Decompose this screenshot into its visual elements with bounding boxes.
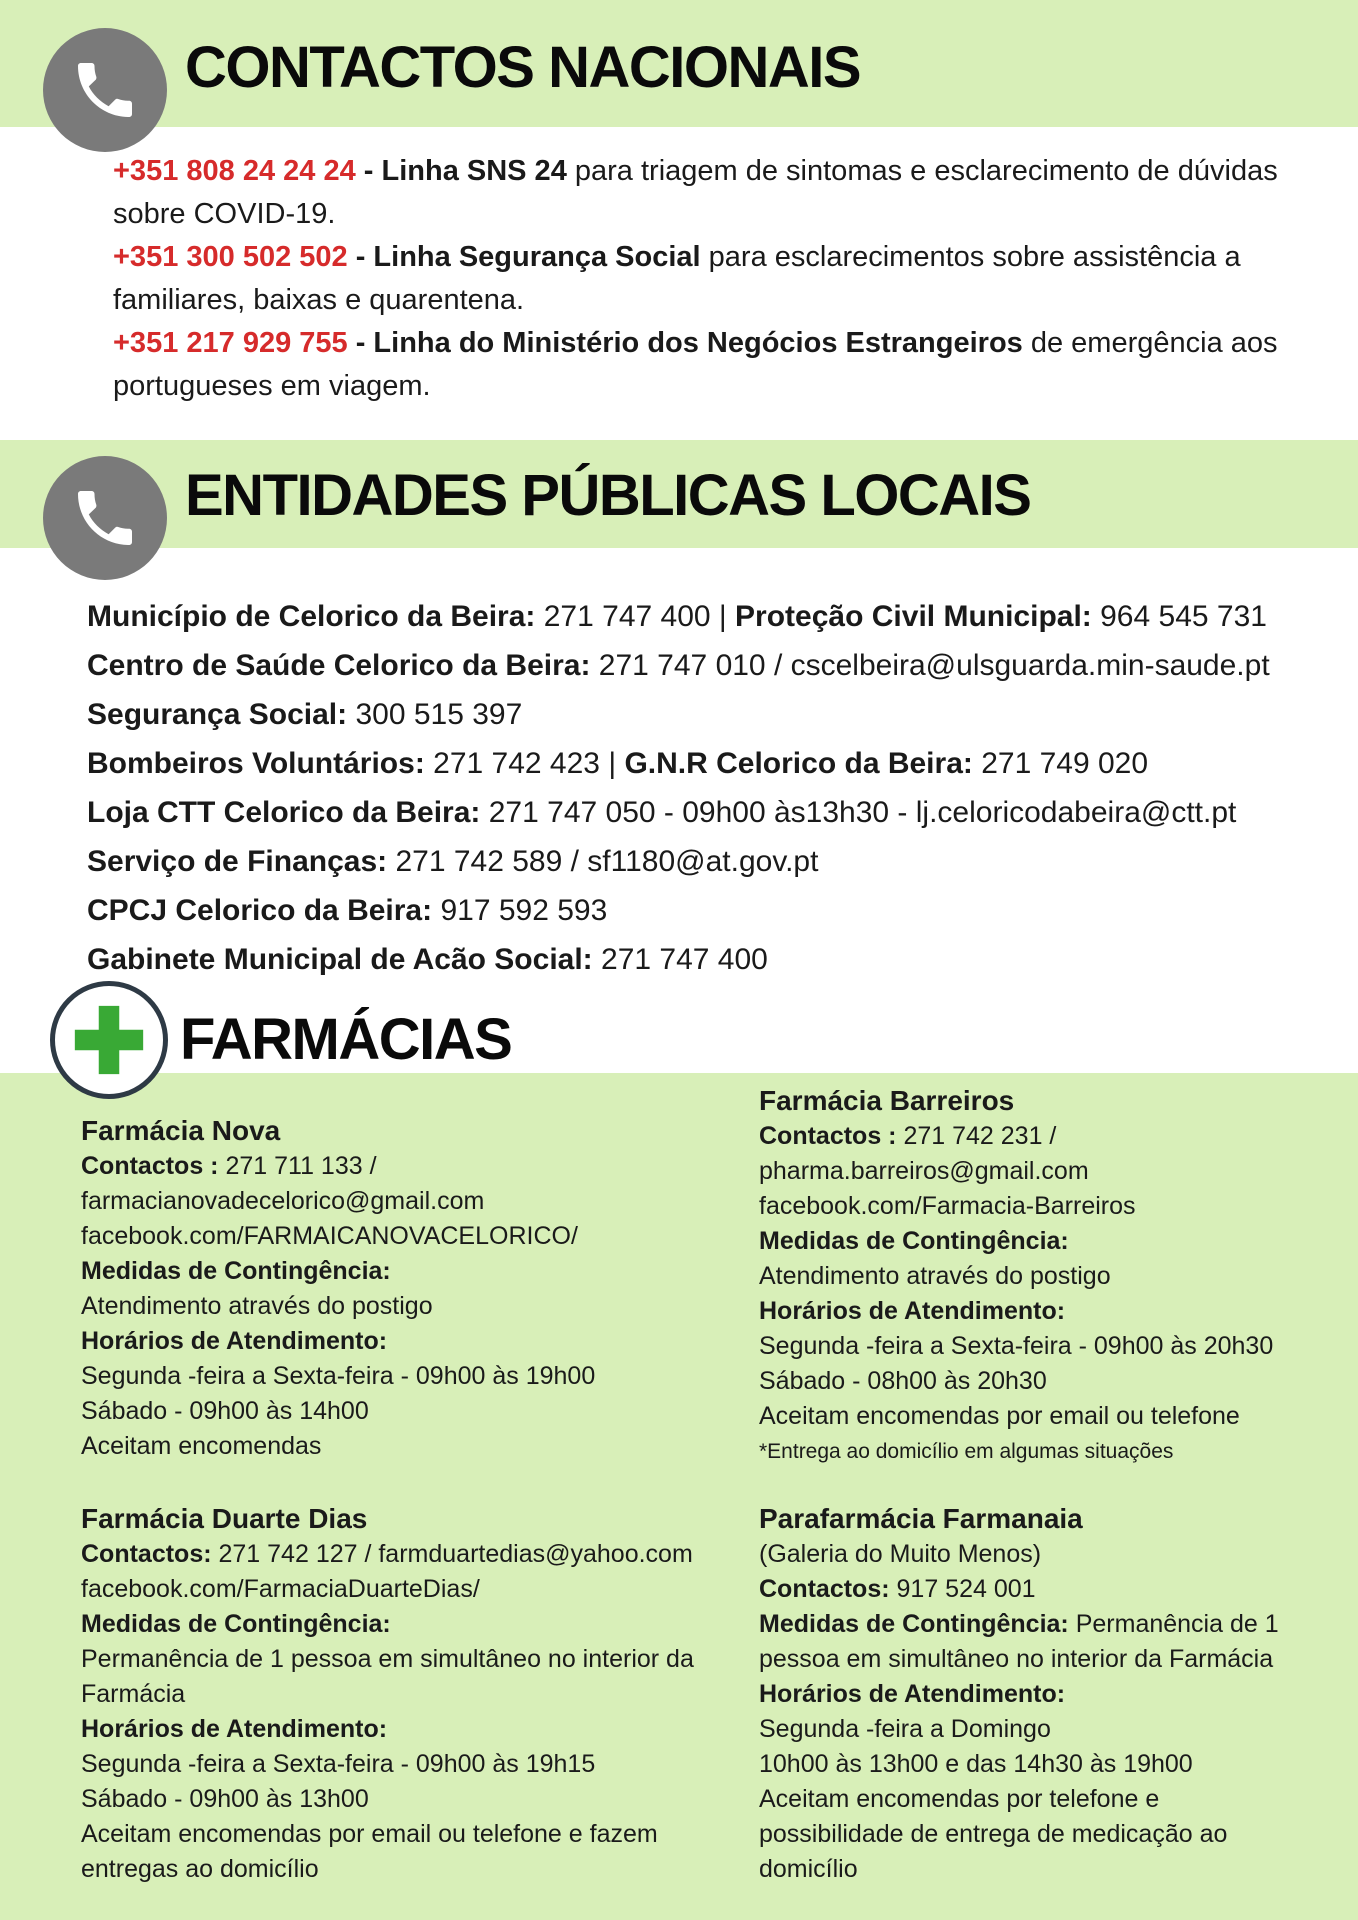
phone-icon [43, 28, 167, 152]
contacts-line [81, 1149, 721, 1184]
national-contacts [113, 150, 1328, 408]
phone-icon [43, 456, 167, 580]
entity-value[interactable]: 271 747 010 / cscelbeira@ulsguarda.min-saude.pt [590, 649, 1270, 682]
entity-label: Gabinete Municipal de Acão Social: [87, 943, 593, 976]
contacts-label: Contactos: [759, 1575, 890, 1603]
entity-value[interactable]: 271 742 423 | [424, 747, 625, 780]
local-row [87, 788, 1337, 837]
orders-text: Aceitam encomendas [81, 1432, 322, 1460]
entity-label: Município de Celorico da Beira: [87, 600, 536, 633]
facebook-link[interactable]: facebook.com/FarmaciaDuarteDias/ [81, 1575, 480, 1603]
email-link[interactable]: farmacianovadecelorico@gmail.com [81, 1187, 485, 1215]
facebook-link[interactable]: facebook.com/FARMAICANOVACELORICO/ [81, 1222, 578, 1250]
pharmacy-name: Farmácia Barreiros [759, 1085, 1015, 1116]
contacts-phone[interactable]: 917 524 001 [889, 1575, 1036, 1603]
contact-description: para esclarecimentos sobre assistência a familiares, baixas e quarentena. [113, 241, 1241, 316]
local-row [87, 837, 1337, 886]
measures-text: Atendimento através do postigo [81, 1292, 433, 1320]
contacts-label: Contactos : [81, 1152, 226, 1180]
contact-description: para triagem de sintomas e esclarecimento de dúvidas sobre COVID-19. [113, 155, 1278, 230]
local-row [87, 592, 1337, 641]
contact-description: de emergência aos portugueses em viagem. [113, 327, 1278, 402]
contacts-phone[interactable]: 271 742 231 / [903, 1122, 1057, 1150]
local-row [87, 739, 1337, 788]
measures-label: Medidas de Contingência: [81, 1610, 391, 1638]
contact-label: - Linha SNS 24 [355, 155, 567, 187]
entity-value[interactable]: 271 747 400 [592, 943, 768, 976]
pharmacy-card-duarte-dias [81, 1500, 721, 1887]
hours-text: Segunda -feira a Domingo [759, 1715, 1051, 1743]
orders-text: Aceitam encomendas por email ou telefone e fazem [81, 1820, 658, 1848]
local-row [87, 690, 1337, 739]
hours-text: Segunda -feira a Sexta-feira - 09h00 às 20h30 [759, 1332, 1274, 1360]
local-row [87, 886, 1337, 935]
pharmacy-card-farmanaia [759, 1500, 1358, 1887]
entity-label: Centro de Saúde Celorico da Beira: [87, 649, 591, 682]
entity-value[interactable]: 271 747 050 - 09h00 às13h30 - lj.celoricodabeira@ctt.pt [480, 796, 1237, 829]
entity-value[interactable]: 271 747 400 | [535, 600, 736, 633]
measures-line [759, 1607, 1358, 1642]
measures-text: Permanência de 1 [1068, 1610, 1279, 1638]
measures-text: Atendimento através do postigo [759, 1262, 1111, 1290]
local-contacts [87, 592, 1337, 984]
national-title: CONTACTOS NACIONAIS [185, 35, 861, 100]
phone-number[interactable]: +351 300 502 502 [113, 241, 348, 273]
plus-icon [50, 981, 168, 1099]
contacts-value[interactable]: 271 742 127 / farmduartedias@yahoo.com [218, 1540, 693, 1568]
email-link[interactable]: pharma.barreiros@gmail.com [759, 1157, 1089, 1185]
entity-value[interactable]: 964 545 731 [1091, 600, 1267, 633]
contacts-label: Contactos: [81, 1540, 219, 1568]
orders-text: Aceitam encomendas por telefone e [759, 1785, 1160, 1813]
measures-label: Medidas de Contingência: [759, 1227, 1069, 1255]
hours-text: Segunda -feira a Sexta-feira - 09h00 às 19h00 [81, 1362, 596, 1390]
contacts-line [759, 1119, 1358, 1154]
facebook-link[interactable]: facebook.com/Farmacia-Barreiros [759, 1192, 1136, 1220]
hours-label: Horários de Atendimento: [759, 1680, 1066, 1708]
entity-value[interactable]: 917 592 593 [432, 894, 608, 927]
pharmacy-name: Parafarmácia Farmanaia [759, 1503, 1083, 1534]
orders-text: Aceitam encomendas por email ou telefone [759, 1402, 1240, 1430]
hours-text: Sábado - 09h00 às 13h00 [81, 1785, 369, 1813]
orders-text: possibilidade de entrega de medicação ao [759, 1820, 1228, 1848]
hours-text: Sábado - 09h00 às 14h00 [81, 1397, 369, 1425]
local-row [87, 641, 1337, 690]
entity-value[interactable]: 271 742 589 / sf1180@at.gov.pt [387, 845, 819, 878]
contacts-line [759, 1572, 1358, 1607]
delivery-note: *Entrega ao domicílio em algumas situações [759, 1440, 1174, 1463]
orders-text: domicílio [759, 1855, 858, 1883]
entity-label: CPCJ Celorico da Beira: [87, 894, 433, 927]
measures-text: pessoa em simultâneo no interior da Farmácia [759, 1645, 1274, 1673]
measures-text: Permanência de 1 pessoa em simultâneo no interior da [81, 1645, 694, 1673]
measures-label: Medidas de Contingência: [759, 1610, 1069, 1638]
measures-label: Medidas de Contingência: [81, 1257, 391, 1285]
hours-label: Horários de Atendimento: [759, 1297, 1066, 1325]
contacts-line [81, 1537, 721, 1572]
national-contact-social-security [113, 236, 1328, 322]
entity-label: Bombeiros Voluntários: [87, 747, 425, 780]
pharmacy-name: Farmácia Nova [81, 1115, 281, 1146]
pharmacy-card-nova [81, 1112, 721, 1464]
pharmacy-card-barreiros [759, 1082, 1358, 1469]
phone-number[interactable]: +351 808 24 24 24 [113, 155, 356, 187]
entity-label: G.N.R Celorico da Beira: [624, 747, 973, 780]
entity-label: Loja CTT Celorico da Beira: [87, 796, 481, 829]
hours-text: 10h00 às 13h00 e das 14h30 às 19h00 [759, 1750, 1193, 1778]
measures-text: Farmácia [81, 1680, 186, 1708]
contact-label: - Linha do Ministério dos Negócios Estrangeiros [347, 327, 1023, 359]
orders-text: entregas ao domicílio [81, 1855, 319, 1883]
contact-label: - Linha Segurança Social [347, 241, 701, 273]
hours-label: Horários de Atendimento: [81, 1327, 388, 1355]
entity-label: Serviço de Finanças: [87, 845, 388, 878]
entity-label: Segurança Social: [87, 698, 348, 731]
pharmacies-title: FARMÁCIAS [180, 1007, 512, 1072]
pharmacy-name: Farmácia Duarte Dias [81, 1503, 368, 1534]
entity-value[interactable]: 300 515 397 [347, 698, 523, 731]
local-row [87, 935, 1337, 984]
national-contact-sns24 [113, 150, 1328, 236]
hours-text: Segunda -feira a Sexta-feira - 09h00 às 19h15 [81, 1750, 596, 1778]
national-contact-foreign-affairs [113, 322, 1328, 408]
hours-text: Sábado - 08h00 às 20h30 [759, 1367, 1047, 1395]
hours-label: Horários de Atendimento: [81, 1715, 388, 1743]
contacts-label: Contactos : [759, 1122, 904, 1150]
entity-value[interactable]: 271 749 020 [972, 747, 1149, 780]
phone-number[interactable]: +351 217 929 755 [113, 327, 348, 359]
contacts-phone[interactable]: 271 711 133 / [225, 1152, 377, 1180]
local-title: ENTIDADES PÚBLICAS LOCAIS [185, 463, 1031, 528]
pharmacy-location: (Galeria do Muito Menos) [759, 1540, 1042, 1568]
entity-label: Proteção Civil Municipal: [735, 600, 1092, 633]
